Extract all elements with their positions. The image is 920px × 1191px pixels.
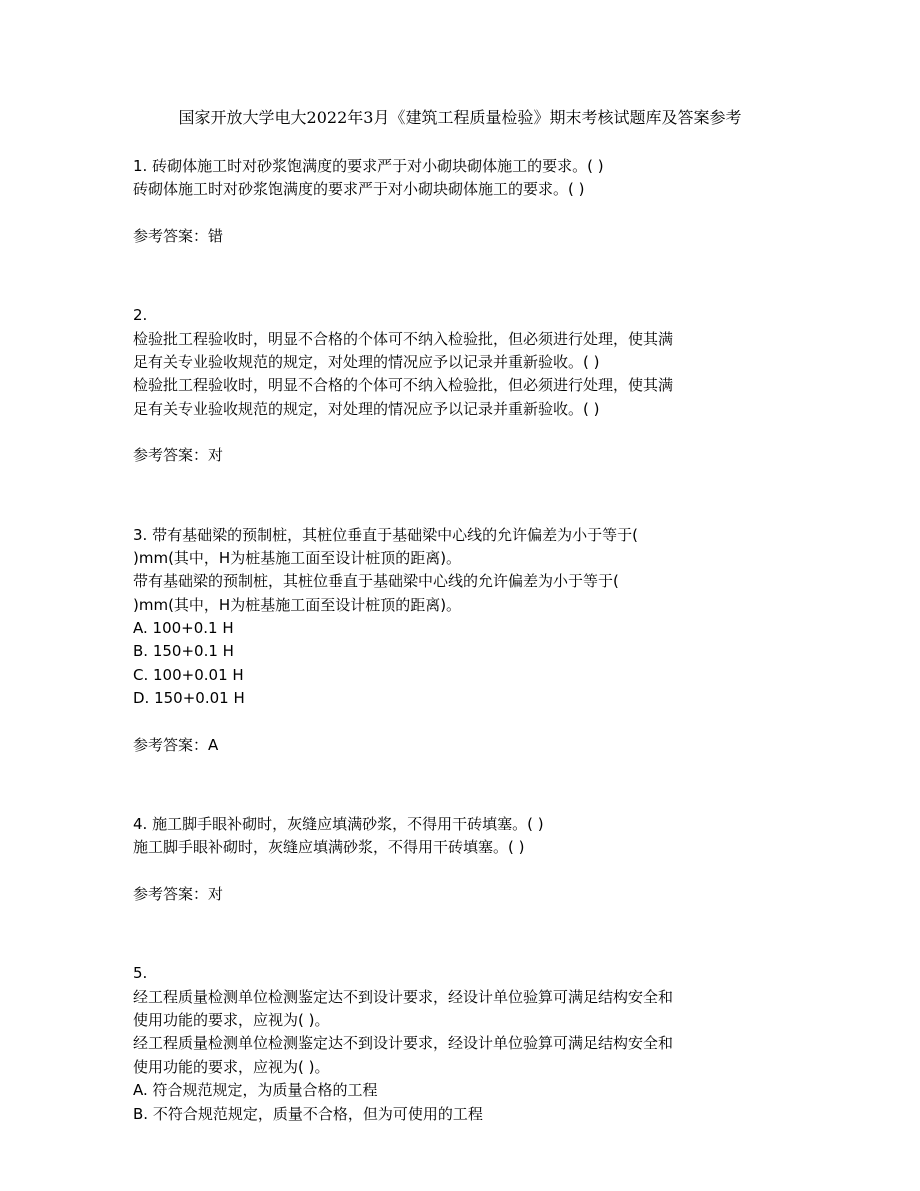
question-2 bbox=[133, 304, 793, 467]
question-2-answer: 参考答案：对 bbox=[133, 446, 224, 465]
question-5-option-a: A. 符合规范规定，为质量合格的工程 bbox=[133, 1081, 378, 1100]
question-3-option-b: B. 150+0.1 H bbox=[133, 642, 234, 661]
question-4-answer: 参考答案：对 bbox=[133, 884, 224, 903]
question-5-text-line: 使用功能的要求，应视为( )。 bbox=[133, 1057, 330, 1076]
question-3-answer: 参考答案：A bbox=[133, 735, 219, 754]
question-5 bbox=[133, 962, 793, 1126]
question-3-option-d: D. 150+0.01 H bbox=[133, 689, 245, 708]
question-3-text-line: )mm(其中，H为桩基施工面至设计桩顶的距离)。 bbox=[133, 548, 462, 567]
question-4-text: 施工脚手眼补砌时，灰缝应填满砂浆，不得用干砖填塞。( ) bbox=[133, 838, 525, 857]
question-2-text-line: 足有关专业验收规范的规定，对处理的情况应予以记录并重新验收。( ) bbox=[133, 352, 600, 371]
question-3-stem: 3. 带有基础梁的预制桩，其桩位垂直于基础梁中心线的允许偏差为小于等于( bbox=[133, 525, 638, 544]
question-2-text-line: 足有关专业验收规范的规定，对处理的情况应予以记录并重新验收。( ) bbox=[133, 399, 600, 418]
question-2-text-line: 检验批工程验收时，明显不合格的个体可不纳入检验批，但必须进行处理，使其满 bbox=[133, 376, 674, 395]
question-3-option-c: C. 100+0.01 H bbox=[133, 665, 244, 684]
question-1-text: 砖砌体施工时对砂浆饱满度的要求严于对小砌块砌体施工的要求。( ) bbox=[133, 180, 585, 199]
question-4 bbox=[133, 813, 793, 906]
question-5-option-b: B. 不符合规范规定，质量不合格，但为可使用的工程 bbox=[133, 1104, 483, 1123]
question-3-text-line: )mm(其中，H为桩基施工面至设计桩顶的距离)。 bbox=[133, 595, 462, 614]
question-3-text-line: 带有基础梁的预制桩，其桩位垂直于基础梁中心线的允许偏差为小于等于( bbox=[133, 572, 619, 591]
question-4-stem: 4. 施工脚手眼补砌时，灰缝应填满砂浆，不得用干砖填塞。( ) bbox=[133, 815, 544, 834]
question-5-text-line: 经工程质量检测单位检测鉴定达不到设计要求，经设计单位验算可满足结构安全和 bbox=[133, 1034, 674, 1053]
question-1-stem: 1. 砖砌体施工时对砂浆饱满度的要求严于对小砌块砌体施工的要求。( ) bbox=[133, 157, 604, 175]
question-5-text-line: 使用功能的要求，应视为( )。 bbox=[133, 1010, 330, 1029]
question-3 bbox=[133, 524, 793, 758]
page-title: 国家开放大学电大2022年3月《建筑工程质量检验》期末考核试题库及答案参考 bbox=[178, 108, 742, 127]
question-1-answer: 参考答案：错 bbox=[133, 226, 224, 245]
question-3-option-a: A. 100+0.1 H bbox=[133, 619, 234, 638]
question-2-number: 2. bbox=[133, 306, 148, 325]
question-1 bbox=[133, 155, 793, 248]
question-list bbox=[133, 155, 793, 1126]
question-2-text-line: 检验批工程验收时，明显不合格的个体可不纳入检验批，但必须进行处理，使其满 bbox=[133, 329, 674, 348]
question-5-text-line: 经工程质量检测单位检测鉴定达不到设计要求，经设计单位验算可满足结构安全和 bbox=[133, 987, 674, 1006]
question-5-number: 5. bbox=[133, 964, 148, 983]
